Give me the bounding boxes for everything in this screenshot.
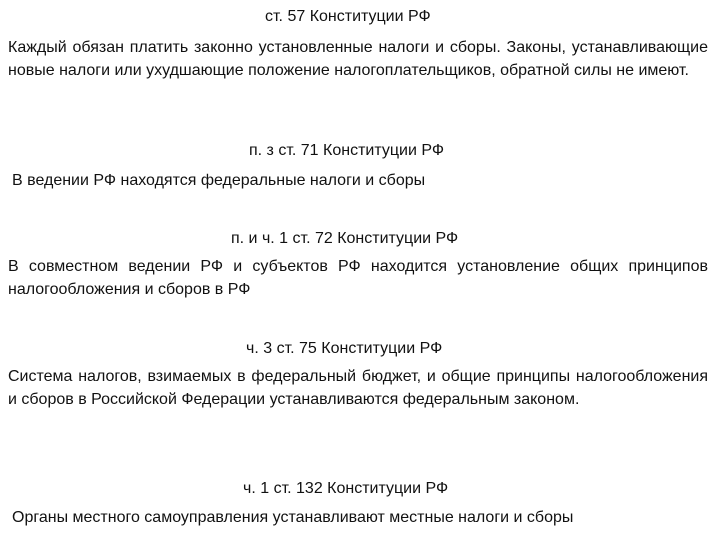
article-72-text: В совместном ведении РФ и субъектов РФ находится установление общих принципов налогообложения и сборов в РФ: [8, 258, 708, 298]
article-57-text: Каждый обязан платить законно установленные налоги и сборы. Законы, устанавливающие новые налоги или ухудшающие положение налогоплательщиков, обратной силы не имеют.: [8, 39, 708, 79]
article-75-heading: ч. 3 ст. 75 Конституции РФ: [246, 340, 443, 357]
article-71-heading: п. з ст. 71 Конституции РФ: [249, 142, 444, 159]
article-57-heading: ст. 57 Конституции РФ: [265, 8, 431, 25]
article-71-text: В ведении РФ находятся федеральные налоги и сборы: [12, 172, 426, 189]
article-132-text: Органы местного самоуправления устанавливают местные налоги и сборы: [12, 509, 574, 526]
article-72-heading: п. и ч. 1 ст. 72 Конституции РФ: [231, 230, 459, 247]
article-132-heading: ч. 1 ст. 132 Конституции РФ: [243, 480, 449, 497]
article-75-text: Система налогов, взимаемых в федеральный бюджет, и общие принципы налогообложения и сборов в Российской Федерации устанавливаются федеральным законом.: [8, 368, 708, 408]
